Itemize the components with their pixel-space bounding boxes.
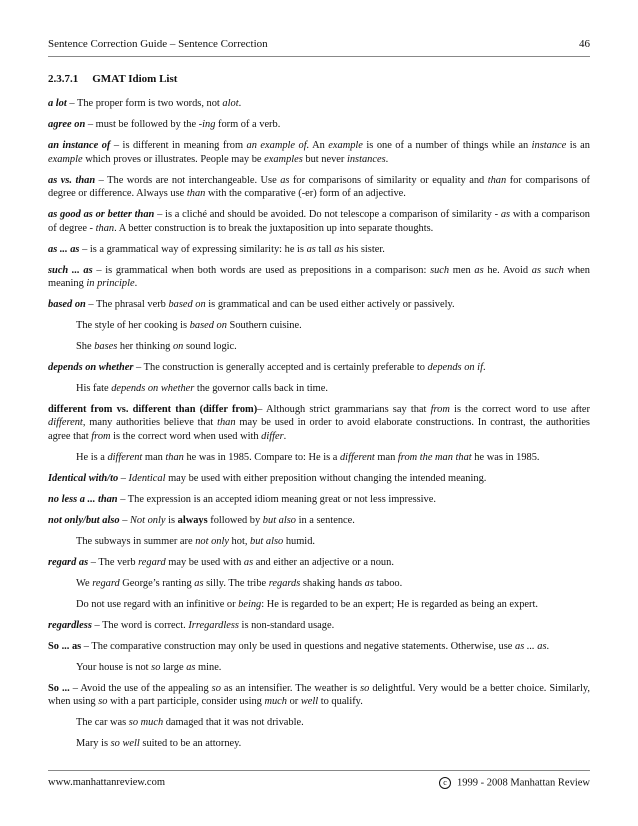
entry-text: – The verb bbox=[88, 556, 139, 568]
idiom-term: not only/but also bbox=[48, 514, 120, 526]
page-content bbox=[48, 73, 590, 758]
entry-text: – Avoid the use of the appealing bbox=[69, 682, 212, 694]
idiom-entry-regard-as bbox=[48, 556, 590, 569]
idiom-term: So ... bbox=[48, 682, 70, 694]
entry-emphasis: from bbox=[430, 404, 450, 416]
example-sentence bbox=[76, 577, 590, 590]
entry-emphasis: instances bbox=[346, 153, 386, 165]
entry-text: he was in 1985. bbox=[471, 451, 540, 463]
entry-emphasis: so bbox=[360, 682, 370, 694]
idiom-entry-identical bbox=[48, 472, 590, 485]
entry-emphasis: as bbox=[186, 661, 196, 673]
idiom-entry-no-less bbox=[48, 493, 590, 506]
entry-text: he was in 1985. Compare to: He is a bbox=[183, 451, 340, 463]
entry-emphasis: so bbox=[151, 661, 161, 673]
entry-text: hot, bbox=[228, 535, 251, 547]
entry-text: He is a bbox=[76, 451, 108, 463]
entry-text: We bbox=[76, 577, 93, 589]
entry-text: with a part participle, consider using bbox=[107, 696, 265, 708]
entry-text: The style of her cooking is bbox=[76, 320, 190, 332]
entry-text: – Although strict grammarians say that bbox=[257, 404, 431, 416]
idiom-term: based on bbox=[48, 299, 86, 311]
entry-text: – is a cliché and should be avoided. Do not telescope a comparison of similarity - bbox=[154, 209, 501, 221]
entry-text: delightful. Very would be a better choice. Similarly, when using bbox=[48, 682, 590, 708]
header-title: Sentence Correction Guide – Sentence Correction bbox=[48, 38, 268, 50]
entry-text: . bbox=[385, 153, 389, 165]
entry-emphasis: from bbox=[91, 430, 111, 442]
entry-text: – The expression is an accepted idiom meaning great or not less impressive. bbox=[117, 493, 436, 505]
entry-emphasis: so bbox=[211, 682, 221, 694]
entry-text: man bbox=[142, 451, 166, 463]
idiom-entry-not-only bbox=[48, 514, 590, 527]
entry-emphasis: regards bbox=[268, 577, 301, 589]
entry-text: followed by bbox=[207, 514, 263, 526]
entry-emphasis: Irregardless bbox=[188, 619, 239, 631]
entry-bold: always bbox=[177, 514, 208, 526]
entry-text: – bbox=[119, 514, 130, 526]
entry-text: may be used with either preposition without changing the intended meaning. bbox=[165, 472, 487, 484]
idiom-term: such ... as bbox=[48, 264, 93, 276]
idiom-term: as ... as bbox=[48, 243, 80, 255]
entry-emphasis: as bbox=[500, 209, 511, 221]
entry-emphasis: as bbox=[364, 577, 374, 589]
example-sentence bbox=[76, 340, 590, 353]
example-sentence bbox=[76, 737, 590, 750]
entry-text: – is grammatical when both words are used as prepositions in a comparison: bbox=[92, 264, 431, 276]
entry-emphasis: an example of. bbox=[246, 140, 310, 152]
entry-emphasis: in principle bbox=[86, 278, 135, 290]
page-number: 46 bbox=[579, 38, 590, 50]
entry-text: She bbox=[76, 341, 95, 353]
entry-text: is non-standard usage. bbox=[238, 619, 335, 631]
entry-emphasis: than bbox=[186, 188, 206, 200]
idiom-entry-agree-on bbox=[48, 118, 590, 131]
entry-text: but never bbox=[302, 153, 347, 165]
entry-emphasis: being bbox=[238, 598, 262, 610]
entry-text: – The comparative construction may only be used in questions and negative statements. Otherwise, use bbox=[81, 640, 516, 652]
entry-text: for comparisons of degree or difference. Always use bbox=[48, 174, 591, 200]
entry-text: as an intensifier. The weather is bbox=[220, 682, 361, 694]
entry-text: taboo. bbox=[373, 577, 403, 589]
entry-emphasis: than bbox=[95, 222, 115, 234]
entry-text: – is different in meaning from bbox=[110, 140, 247, 152]
idiom-term: regard as bbox=[48, 556, 89, 568]
copyright-text: 1999 - 2008 Manhattan Review bbox=[457, 777, 590, 789]
entry-emphasis: as ... as bbox=[515, 640, 547, 652]
idiom-term: agree on bbox=[48, 119, 86, 131]
idiom-term: Identical with/to bbox=[48, 472, 119, 484]
entry-text: Do not use regard with an infinitive or bbox=[76, 598, 239, 610]
entry-emphasis: example bbox=[48, 153, 83, 165]
entry-emphasis: depends on if bbox=[427, 362, 483, 374]
entry-text: – The phrasal verb bbox=[85, 299, 169, 311]
section-heading bbox=[48, 73, 590, 86]
example-sentence bbox=[76, 451, 590, 464]
idiom-entry-as-vs-than bbox=[48, 174, 590, 201]
entry-text: – is a grammatical way of expressing similarity: he is bbox=[79, 243, 307, 255]
entry-text: Mary is bbox=[76, 738, 111, 750]
entry-text: tall bbox=[315, 243, 335, 255]
idiom-term: as good as or better than bbox=[48, 209, 155, 221]
entry-text: George’s ranting bbox=[119, 577, 195, 589]
idiom-entry-as-good-as bbox=[48, 208, 590, 235]
entry-emphasis: as bbox=[194, 577, 204, 589]
example-sentence bbox=[76, 319, 590, 332]
header-divider bbox=[48, 56, 590, 57]
idiom-entry-as-as bbox=[48, 243, 590, 256]
entry-text: with a comparison of degree - bbox=[48, 209, 590, 234]
idiom-entry-such-as bbox=[48, 264, 590, 291]
entry-text: suited to be an attorney. bbox=[139, 738, 242, 750]
entry-emphasis: but also bbox=[262, 514, 296, 526]
entry-text: His fate bbox=[76, 383, 112, 395]
footer-divider bbox=[48, 770, 590, 771]
footer-copyright bbox=[439, 777, 590, 789]
entry-emphasis: on bbox=[172, 341, 184, 353]
entry-text: mine. bbox=[195, 661, 222, 673]
entry-text: . bbox=[238, 98, 242, 110]
entry-text: sound logic. bbox=[183, 341, 237, 353]
entry-text: The subways in summer are bbox=[76, 535, 196, 547]
example-sentence bbox=[76, 535, 590, 548]
entry-text: the governor calls back in time. bbox=[194, 383, 328, 395]
entry-emphasis: as bbox=[334, 243, 344, 255]
idiom-entry-regardless bbox=[48, 619, 590, 632]
entry-text: An bbox=[309, 140, 329, 152]
idiom-term: as vs. than bbox=[48, 174, 96, 186]
idiom-entry-depends-on bbox=[48, 361, 590, 374]
entry-text: or bbox=[286, 696, 301, 708]
page-footer bbox=[48, 777, 590, 789]
entry-emphasis: as such bbox=[531, 264, 564, 276]
entry-emphasis: than bbox=[217, 417, 236, 429]
section-number: 2.3.7.1 bbox=[48, 73, 79, 85]
entry-text: her thinking bbox=[117, 341, 173, 353]
entry-emphasis: example bbox=[328, 140, 363, 152]
entry-text: form of a verb. bbox=[215, 119, 281, 131]
page-header bbox=[48, 38, 590, 50]
entry-text: may be used in order to avoid elaborate constructions. In contrast, the authorities agree that bbox=[48, 417, 590, 442]
entry-emphasis: alot bbox=[222, 98, 239, 110]
section-title: GMAT Idiom List bbox=[92, 73, 178, 85]
example-sentence bbox=[76, 716, 590, 729]
entry-text: in a sentence. bbox=[296, 514, 355, 526]
entry-emphasis: different bbox=[107, 451, 143, 463]
entry-text: , many authorities believe that bbox=[82, 417, 218, 429]
entry-emphasis: different bbox=[339, 451, 375, 463]
entry-text: is one of a number of things while an bbox=[362, 140, 532, 152]
entry-text: is grammatical and can be used either actively or passively. bbox=[205, 299, 455, 311]
idiom-term: So ... as bbox=[48, 640, 82, 652]
entry-emphasis: but also bbox=[250, 535, 284, 547]
entry-emphasis: such bbox=[430, 264, 450, 276]
entry-text: men bbox=[449, 264, 475, 276]
idiom-entry-so-as bbox=[48, 640, 590, 653]
entry-emphasis: well bbox=[300, 696, 319, 708]
entry-emphasis: differ bbox=[261, 430, 284, 442]
entry-emphasis: as bbox=[280, 174, 290, 186]
entry-emphasis: based on bbox=[189, 320, 227, 332]
idiom-term: no less a ... than bbox=[48, 493, 118, 505]
entry-text: is the correct word when used with bbox=[110, 430, 262, 442]
entry-text: The car was bbox=[76, 717, 129, 729]
entry-text: – The proper form is two words, not bbox=[66, 98, 223, 110]
entry-text: when meaning bbox=[48, 264, 590, 290]
entry-text: may be used with bbox=[165, 556, 244, 568]
entry-text: he. Avoid bbox=[483, 264, 532, 276]
entry-emphasis: so much bbox=[128, 717, 164, 729]
entry-emphasis: depends on whether bbox=[111, 383, 195, 395]
idiom-term: an instance of bbox=[48, 140, 111, 152]
entry-emphasis: ing bbox=[202, 119, 216, 131]
entry-emphasis: so bbox=[98, 696, 108, 708]
entry-text: – bbox=[118, 472, 129, 484]
entry-text: . A better construction is to break the juxtaposition up into separate thoughts. bbox=[114, 222, 434, 234]
entry-emphasis: based on bbox=[168, 299, 206, 311]
entry-text: – must be followed by the - bbox=[85, 119, 203, 131]
entry-text: his sister. bbox=[343, 243, 385, 255]
entry-text: for comparisons of similarity or equality and bbox=[289, 174, 488, 186]
footer-website: www.manhattanreview.com bbox=[48, 777, 166, 788]
entry-text: damaged that it was not drivable. bbox=[163, 717, 304, 729]
entry-emphasis: not only bbox=[195, 535, 229, 547]
entry-emphasis: Not only bbox=[130, 514, 166, 526]
entry-text: . bbox=[283, 430, 287, 442]
entry-text: is an bbox=[566, 140, 590, 152]
example-sentence bbox=[76, 598, 590, 611]
entry-emphasis: Identical bbox=[128, 472, 166, 484]
idiom-term: depends on whether bbox=[48, 362, 134, 374]
entry-text: to qualify. bbox=[318, 696, 363, 708]
entry-text: Your house is not bbox=[76, 661, 152, 673]
entry-emphasis: instance bbox=[531, 140, 567, 152]
idiom-entry-a-lot bbox=[48, 97, 590, 110]
idiom-term: regardless bbox=[48, 619, 92, 631]
entry-text: man bbox=[374, 451, 398, 463]
example-sentence bbox=[76, 661, 590, 674]
idiom-entry-instance-of bbox=[48, 139, 590, 166]
entry-text: : He is regarded to be an expert; He is regarded as being an expert. bbox=[261, 598, 538, 610]
entry-text: . bbox=[134, 278, 138, 290]
entry-emphasis: so well bbox=[110, 738, 140, 750]
entry-emphasis: from the man that bbox=[397, 451, 472, 463]
idiom-term: a lot bbox=[48, 98, 67, 110]
entry-emphasis: as bbox=[474, 264, 484, 276]
entry-emphasis: regard bbox=[138, 556, 166, 568]
entry-text: humid. bbox=[283, 535, 315, 547]
entry-text: . bbox=[546, 640, 550, 652]
entry-emphasis: than bbox=[165, 451, 184, 463]
entry-emphasis: regard bbox=[92, 577, 120, 589]
entry-text: is the correct word to use after bbox=[449, 404, 590, 416]
entry-emphasis: as bbox=[306, 243, 316, 255]
entry-text: Southern cuisine. bbox=[226, 320, 302, 332]
entry-text: . bbox=[482, 362, 486, 374]
idiom-entry-based-on bbox=[48, 298, 590, 311]
entry-text: and either an adjective or a noun. bbox=[253, 556, 394, 568]
entry-text: which proves or illustrates. People may be bbox=[82, 153, 265, 165]
entry-emphasis: than bbox=[487, 174, 507, 186]
idiom-entry-different-from bbox=[48, 403, 590, 443]
entry-emphasis: different bbox=[48, 417, 83, 429]
entry-text: – The words are not interchangeable. Use bbox=[95, 174, 281, 186]
entry-emphasis: bases bbox=[94, 341, 118, 353]
entry-text: is bbox=[165, 514, 178, 526]
idiom-term: different from vs. different than (differ from) bbox=[48, 404, 258, 416]
entry-text: – The word is correct. bbox=[91, 619, 189, 631]
entry-emphasis: examples bbox=[264, 153, 303, 165]
entry-text: silly. The tribe bbox=[203, 577, 269, 589]
idiom-entry-so bbox=[48, 682, 590, 709]
entry-text: with the comparative (-er) form of an adjective. bbox=[205, 188, 406, 200]
example-sentence bbox=[76, 382, 590, 395]
entry-emphasis: much bbox=[264, 696, 287, 708]
entry-text: large bbox=[160, 661, 187, 673]
entry-text: – The construction is generally accepted and is certainly preferable to bbox=[133, 362, 428, 374]
entry-emphasis: as bbox=[243, 556, 254, 568]
copyright-icon: c bbox=[439, 777, 451, 789]
entry-text: shaking hands bbox=[300, 577, 365, 589]
